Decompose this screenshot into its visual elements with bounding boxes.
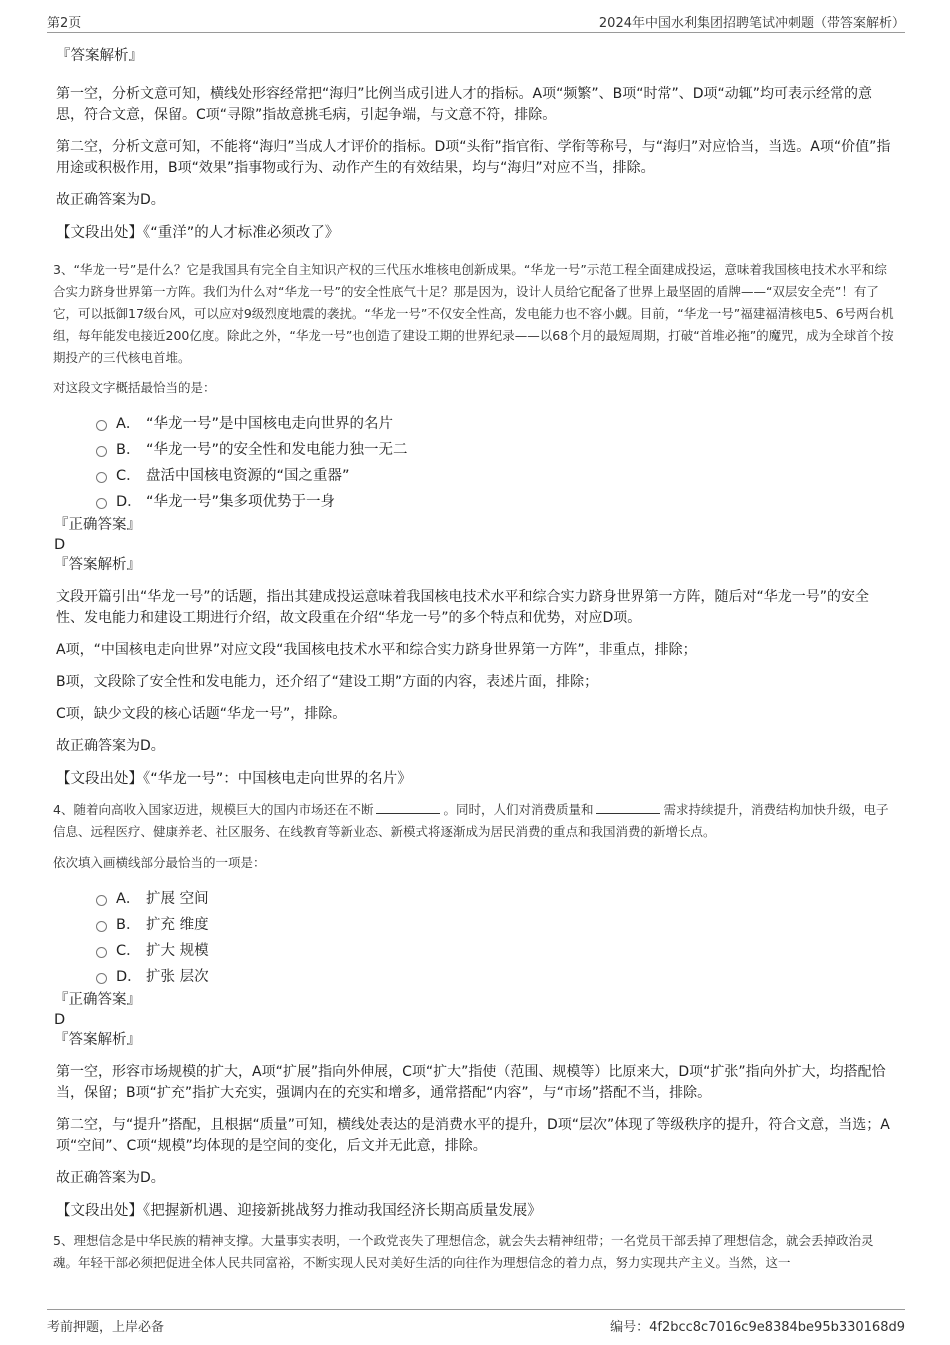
option-d[interactable]: D． “华龙一号”集多项优势于一身 bbox=[96, 489, 894, 515]
analysis-paragraph: A项，“中国核电走向世界”对应文段“我国核电技术水平和综合实力跻身世界第一方阵”，非重点，排除； bbox=[56, 642, 697, 658]
footer-slogan: 考前押题，上岸必备 bbox=[47, 1320, 165, 1335]
analysis-paragraph: 第二空，分析文意可知，不能将“海归”当成人才评价的指标。D项“头衔”指官衔、学衔等称号，与“海归”对应恰当，当选。A项“价值”指用途或积极作用，B项“效果”指事物或行为、动作产生的有效结果，均与“海归”对应不当，排除。 bbox=[56, 139, 891, 176]
option-list bbox=[96, 411, 894, 515]
option-list bbox=[96, 886, 894, 990]
correct-answer-label: 『正确答案』 bbox=[54, 517, 141, 533]
radio-icon[interactable] bbox=[96, 895, 107, 906]
option-c[interactable]: C． 盘活中国核电资源的“国之重器” bbox=[96, 463, 894, 489]
document-title: 2024年中国水利集团招聘笔试冲刺题（带答案解析） bbox=[598, 16, 905, 31]
analysis-label: 『答案解析』 bbox=[54, 1032, 141, 1048]
question-prompt: 对这段文字概括最恰当的是： bbox=[53, 380, 216, 395]
analysis-conclusion: 故正确答案为D。 bbox=[56, 192, 165, 208]
page-number: 第2页 bbox=[47, 16, 82, 31]
analysis-paragraph: 文段开篇引出“华龙一号”的话题，指出其建成投运意味着我国核电技术水平和综合实力跻身世界第一方阵，随后对“华龙一号”的安全性、发电能力和建设工期进行介绍，故文段重在介绍“华龙一号”的多个特点和优势，对应D项。 bbox=[56, 589, 870, 626]
question-stem: 5、理想信念是中华民族的精神支撑。大量事实表明，一个政党丧失了理想信念，就会失去精神纽带；一名党员干部丢掉了理想信念，就会丢掉政治灵魂。年轻干部必须把促进全体人民共同富裕，不断实现人民对美好生活的向往作为理想信念的着力点，努力实现共产主义。当然，这一 bbox=[53, 1233, 874, 1270]
text-source: 【文段出处】《“华龙一号”：中国核电走向世界的名片》 bbox=[56, 771, 412, 787]
text-source: 【文段出处】《“重洋”的人才标准必须改了》 bbox=[56, 225, 340, 241]
radio-icon[interactable] bbox=[96, 420, 107, 431]
question-stem: 3、“华龙一号”是什么？它是我国具有完全自主知识产权的三代压水堆核电创新成果。“华龙一号”示范工程全面建成投运，意味着我国核电技术水平和综合实力跻身世界第一方阵。我们为什么对“华龙一号”的安全性底气十足？那是因为，设计人员给它配备了世界上最坚固的盾牌——“双层安全壳”！有了它，可以抵御17级台风，可以应对9级烈度地震的袭扰。“华龙一号”不仅安全性高，发电能力也不容小觑。目前，“华龙一号”福建福清核电5、6号两台机组，每年能发电接近200亿度。除此之外，“华龙一号”也创造了建设工期的世界纪录——以68个月的最短周期，打破“首堆必拖”的魔咒，成为全球首个按期投产的三代核电首堆。 bbox=[53, 262, 894, 365]
analysis-conclusion: 故正确答案为D。 bbox=[56, 738, 165, 754]
option-d[interactable]: D． 扩张 层次 bbox=[96, 964, 894, 990]
radio-icon[interactable] bbox=[96, 498, 107, 509]
analysis-paragraph: 第一空，形容市场规模的扩大，A项“扩展”指向外伸展，C项“扩大”指使（范围、规模等）比原来大，D项“扩张”指向外扩大，均搭配恰当，保留；B项“扩充”指扩大充实，强调内在的充实和增多，通常搭配“内容”，与“市场”搭配不当，排除。 bbox=[56, 1064, 886, 1101]
option-b[interactable]: B． “华龙一号”的安全性和发电能力独一无二 bbox=[96, 437, 894, 463]
analysis-paragraph: 第二空，与“提升”搭配，且根据“质量”可知，横线处表达的是消费水平的提升，D项“层次”体现了等级秩序的提升，符合文意，当选；A项“空间”、C项“规模”均体现的是空间的变化，后文并无此意，排除。 bbox=[56, 1117, 890, 1154]
option-c[interactable]: C． 扩大 规模 bbox=[96, 938, 894, 964]
radio-icon[interactable] bbox=[96, 446, 107, 457]
option-a[interactable]: A． “华龙一号”是中国核电走向世界的名片 bbox=[96, 411, 894, 437]
option-a[interactable]: A． 扩展 空间 bbox=[96, 886, 894, 912]
analysis-label: 『答案解析』 bbox=[54, 557, 141, 573]
question-stem: 4、随着向高收入国家迈进，规模巨大的国内市场还在不断 。同时，人们对消费质量和 需求持续提升，消费结构加快升级，电子信息、远程医疗、健康养老、社区服务、在线教育等新业态、新模式将逐渐成为居民消费的重点和我国消费的新增长点。 bbox=[53, 802, 889, 839]
document-code: 编号：4f2bcc8c7016c9e8384be95b330168d9 bbox=[610, 1320, 905, 1335]
question-prompt: 依次填入画横线部分最恰当的一项是： bbox=[53, 855, 266, 870]
correct-answer-label: 『正确答案』 bbox=[54, 992, 141, 1008]
analysis-paragraph: 第一空，分析文意可知，横线处形容经常把“海归”比例当成引进人才的指标。A项“频繁”、B项“时常”、D项“动辄”均可表示经常的意思，符合文意，保留。C项“寻隙”指故意挑毛病，引起争端，与文意不符，排除。 bbox=[56, 86, 872, 123]
radio-icon[interactable] bbox=[96, 921, 107, 932]
correct-answer: D bbox=[54, 537, 66, 553]
analysis-paragraph: C项，缺少文段的核心话题“华龙一号”，排除。 bbox=[56, 706, 347, 722]
fill-blank bbox=[596, 801, 660, 814]
page-footer bbox=[47, 1309, 905, 1338]
text-source: 【文段出处】《把握新机遇、迎接新挑战努力推动我国经济长期高质量发展》 bbox=[56, 1203, 542, 1219]
page-header bbox=[47, 8, 905, 33]
option-b[interactable]: B． 扩充 维度 bbox=[96, 912, 894, 938]
page-content bbox=[53, 44, 894, 1274]
fill-blank bbox=[376, 801, 440, 814]
analysis-conclusion: 故正确答案为D。 bbox=[56, 1170, 165, 1186]
analysis-paragraph: B项，文段除了安全性和发电能力，还介绍了“建设工期”方面的内容，表述片面，排除； bbox=[56, 674, 599, 690]
correct-answer: D bbox=[54, 1012, 66, 1028]
radio-icon[interactable] bbox=[96, 973, 107, 984]
radio-icon[interactable] bbox=[96, 947, 107, 958]
radio-icon[interactable] bbox=[96, 472, 107, 483]
analysis-label: 『答案解析』 bbox=[56, 48, 143, 64]
